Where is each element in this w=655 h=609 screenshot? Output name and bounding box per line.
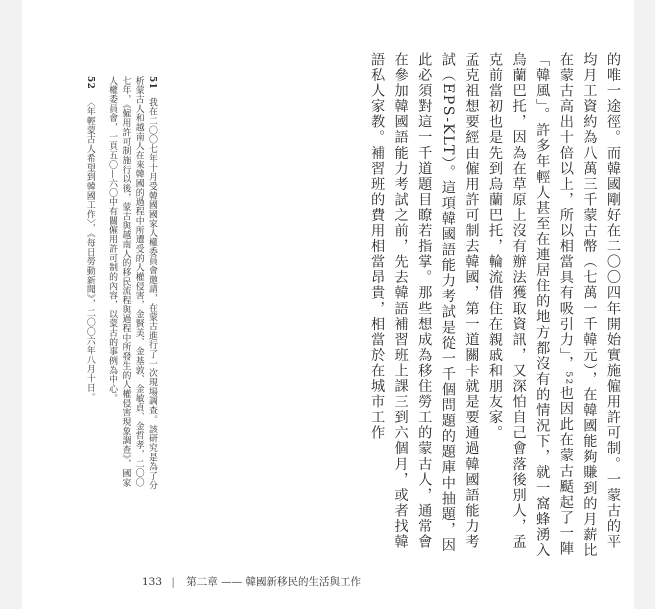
footnote-52: [83, 76, 96, 496]
footer-dash: ——: [221, 576, 243, 588]
chapter-label: 第二章: [186, 576, 218, 588]
main-text: [162, 52, 624, 562]
footer-separator: |: [171, 576, 175, 588]
footnote-text: 我在二〇〇七年十月受韓國國家人權委員會邀請，在蒙古進行了一次現場調查。該研究是為了分析蒙古人和越南人在來韓國的過程中所遭受的人權侵害，金賢美、金基敦、金敏貞、金哲孝，二〇〇七年，《僱用許可制施行以後，蒙古與越南人的移民流程與過程中所發生的人權侵害現象調查》，國家人權委員會，一頁五〇—六〇中有關僱用許可制的內容，以蒙古的事例為中心。: [107, 76, 157, 490]
footnotes: [40, 76, 158, 496]
paragraph-1: 的唯一途徑。而韓國剛好在二〇〇四年開始實施僱用許可制。一蒙古的平均月工資約為八萬三千蒙古幣（七萬一千韓元），在韓國能夠賺到的月薪比在蒙古高出十倍以上，所以相當具有吸引力」，⁵²也因此在蒙古颳起了一陣「韓風」。許多年輕人甚至在連居住的地方都沒有的情況下，就一窩蜂湧入烏蘭巴托，因為在草原上沒有辦法獲取資訊，又深怕自己會落後別人，孟克前當初也是先到烏蘭巴托，輪流借住在親戚和朋友家。: [487, 52, 621, 559]
chapter-title: 韓國新移民的生活與工作: [245, 576, 361, 588]
footnote-number: 51: [147, 76, 157, 90]
page-footer: [142, 574, 361, 589]
footnote-number: 52: [84, 76, 95, 90]
footnote-text: 〈年輕蒙古人希望到韓國工作〉，《每日勞動新聞》，二〇〇六年八月十日。: [84, 97, 95, 402]
paragraph-2: 孟克祖想要經由僱用許可制去韓國，第一道關卡就是要通過韓國語能力考試（EPS-KLT）。這項韓國語能力考試是從一千個問題的題庫中抽題，因此必須對這一千道題目瞭若指掌。那些想成為移住勞工的蒙古人，通常會在參加韓國語能力考試之前，先去韓語補習班上課三到六個月，或者找韓語私人家教。補習班的費用相當昂貴，相當於在城市工作: [369, 52, 480, 554]
book-page: [22, 0, 634, 609]
footnote-51: [105, 76, 158, 496]
page-number: 133: [142, 576, 163, 588]
